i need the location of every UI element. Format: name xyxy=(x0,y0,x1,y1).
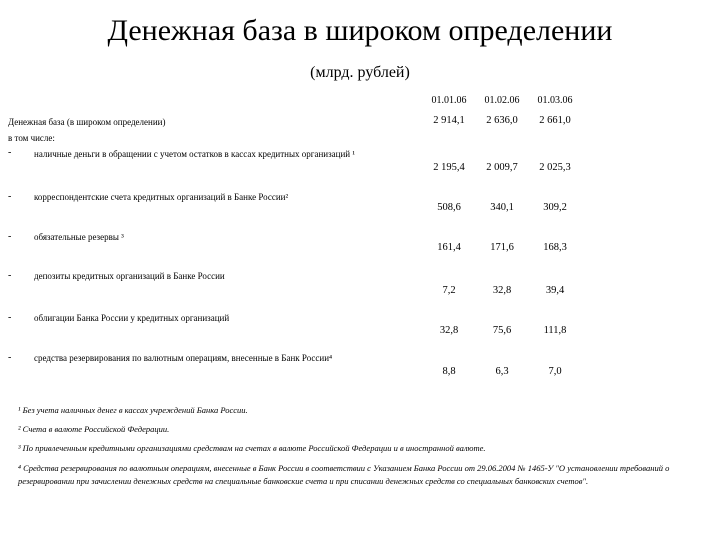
row-value: 2 195,4 xyxy=(433,162,465,173)
row-label: корреспондентские счета кредитных организаций в Банке России² xyxy=(34,192,289,202)
page-subtitle: (млрд. рублей) xyxy=(310,64,410,81)
row-value: 161,4 xyxy=(437,242,461,253)
row-value: 508,6 xyxy=(437,202,461,213)
row-value: 309,2 xyxy=(543,202,567,213)
row-value: 111,8 xyxy=(543,325,567,336)
column-header: 01.01.06 xyxy=(431,95,467,106)
row-value: 39,4 xyxy=(545,285,565,296)
row-value: 2 009,7 xyxy=(486,162,518,173)
row-marker: - xyxy=(8,312,12,323)
row-value: 7,0 xyxy=(548,366,562,377)
row-value: 6,3 xyxy=(495,366,509,377)
main-row-value: 2 661,0 xyxy=(539,115,571,126)
row-marker: - xyxy=(8,147,12,158)
row-label: облигации Банка России у кредитных организаций xyxy=(34,313,230,323)
footnote: ⁴ Средства резервирования по валютным операциям, внесенные в Банк России в соответствии с Указанием Банка России от 29.06.2004 № 1465-У "О установлении требований о резервировании при зачислении денежных средств на специальные банковские счета и при списании денежных средств со специальных банковских счетов". xyxy=(18,463,670,486)
row-label: депозиты кредитных организаций в Банке России xyxy=(34,271,225,281)
row-value: 32,8 xyxy=(439,325,459,336)
row-label: средства резервирования по валютным операциям, внесенные в Банк России⁴ xyxy=(34,353,333,363)
row-label: наличные деньги в обращении с учетом остатков в кассах кредитных организаций ¹ xyxy=(34,149,356,159)
row-label: обязательные резервы ³ xyxy=(34,232,124,242)
row-value: 168,3 xyxy=(543,242,567,253)
row-value: 75,6 xyxy=(492,325,512,336)
row-value: 2 025,3 xyxy=(539,162,571,173)
column-header: 01.02.06 xyxy=(484,95,520,106)
row-value: 171,6 xyxy=(490,242,514,253)
main-row-value: 2 914,1 xyxy=(433,115,465,126)
row-marker: - xyxy=(8,231,12,242)
column-header: 01.03.06 xyxy=(537,95,573,106)
row-value: 32,8 xyxy=(492,285,512,296)
footnote: ² Счета в валюте Российской Федерации. xyxy=(18,424,170,434)
page-title: Денежная база в широком определении xyxy=(107,14,613,47)
row-marker: - xyxy=(8,191,12,202)
row-marker: - xyxy=(8,352,12,363)
footnote: ³ По привлеченным кредитными организациями средствам на счетах в валюте Российской Федерации и в иностранной валюте. xyxy=(18,443,486,453)
including-label: в том числе: xyxy=(8,133,55,143)
main-row-value: 2 636,0 xyxy=(486,115,518,126)
row-marker: - xyxy=(8,270,12,281)
footnote: ¹ Без учета наличных денег в кассах учреждений Банка России. xyxy=(18,405,248,415)
row-value: 7,2 xyxy=(442,285,456,296)
row-value: 8,8 xyxy=(442,366,456,377)
main-row-label: Денежная база (в широком определении) xyxy=(8,117,166,127)
row-value: 340,1 xyxy=(490,202,514,213)
